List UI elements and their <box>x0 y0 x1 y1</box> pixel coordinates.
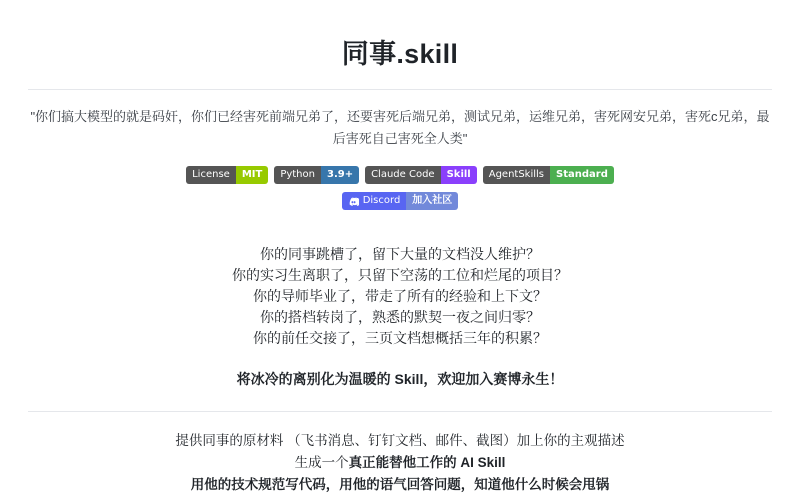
badge-python[interactable] <box>274 166 359 184</box>
description-line-2-prefix: 生成一个 <box>294 455 349 470</box>
description-block <box>28 430 772 496</box>
description-line-3: 用他的技术规范写代码，用他的语气回答问题，知道他什么时候会甩锅 <box>190 477 610 492</box>
question-line: 你的前任交接了，三页文档想概括三年的积累？ <box>253 330 547 346</box>
description-line-2-strong: 真正能替他工作的 AI Skill <box>348 455 506 470</box>
badge-agentskills-label: AgentSkills <box>483 166 550 184</box>
badge-license-value: MIT <box>236 166 269 184</box>
lead-text: 将冰冷的离别化为温暖的 Skill，欢迎加入赛博永生！ <box>236 371 564 387</box>
readme-page <box>0 32 800 492</box>
badge-row-discord <box>28 192 772 210</box>
badge-agentskills-value: Standard <box>550 166 614 184</box>
section-divider <box>28 411 772 412</box>
badge-license-label: License <box>186 166 236 184</box>
title-divider <box>28 89 772 90</box>
question-line: 你的同事跳槽了，留下大量的文档没人维护？ <box>260 246 540 262</box>
badge-python-value: 3.9+ <box>321 166 359 184</box>
badge-discord-label-wrap <box>342 192 407 210</box>
badge-discord[interactable] <box>342 192 459 210</box>
badge-row-primary <box>28 166 772 184</box>
page-title: 同事.skill <box>341 39 459 69</box>
description-line-1: 提供同事的原材料 （飞书消息、钉钉文档、邮件、截图）加上你的主观描述 <box>175 433 625 448</box>
question-line: 你的搭档转岗了，熟悉的默契一夜之间归零？ <box>260 309 540 325</box>
badge-claude-code[interactable] <box>365 166 477 184</box>
badge-license[interactable] <box>186 166 268 184</box>
badge-discord-value: 加入社区 <box>406 192 458 210</box>
questions-block <box>28 244 772 389</box>
quote-text: "你们搞大模型的就是码奸，你们已经害死前端兄弟了，还要害死后端兄弟，测试兄弟，运维兄弟，害死网安兄弟，害死c兄弟，最后害死自己害死全人类" <box>30 109 770 146</box>
description-line-2 <box>28 452 772 474</box>
badge-discord-label: Discord <box>362 195 401 206</box>
badge-agentskills[interactable] <box>483 166 614 184</box>
badge-python-label: Python <box>274 166 321 184</box>
question-line: 你的实习生离职了，只留下空荡的工位和烂尾的项目？ <box>232 267 568 283</box>
badge-claude-code-value: Skill <box>441 166 477 184</box>
question-line: 你的导师毕业了，带走了所有的经验和上下文？ <box>253 288 547 304</box>
badge-claude-code-label: Claude Code <box>365 166 441 184</box>
discord-icon <box>348 196 359 207</box>
